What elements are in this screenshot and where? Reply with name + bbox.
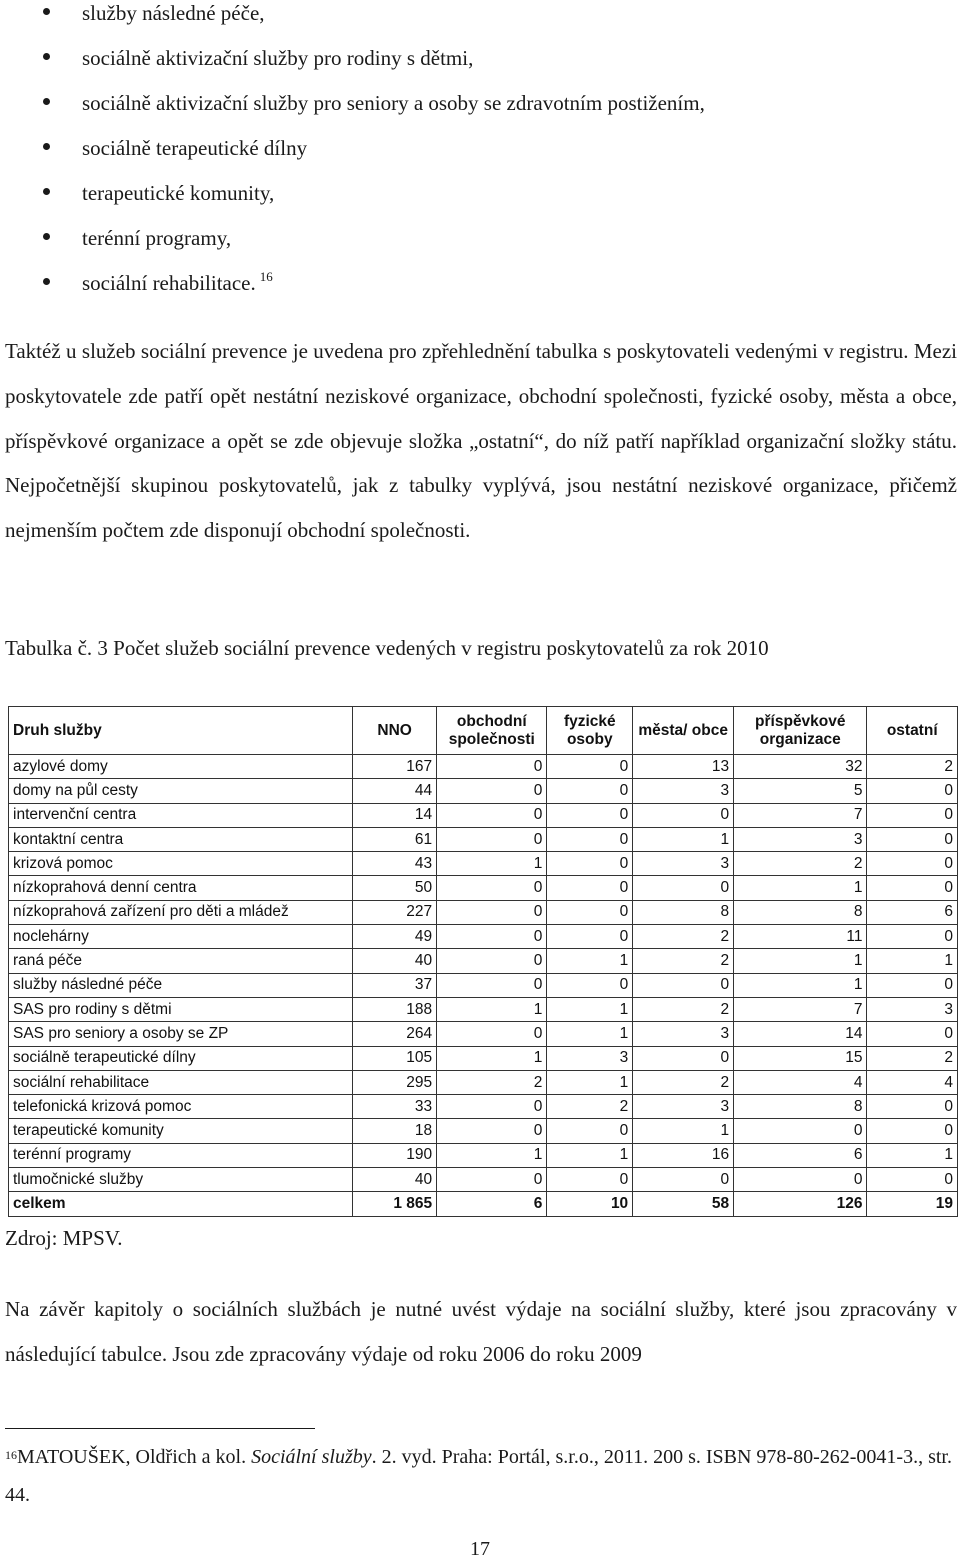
col-header-municipalities: města/ obce xyxy=(633,707,734,755)
table-cell-other: 0 xyxy=(867,827,958,851)
table-cell-contributory: 11 xyxy=(734,925,867,949)
table-cell-nno: 50 xyxy=(353,876,437,900)
table-cell-other: 1 xyxy=(867,1143,958,1167)
footnote-title: Sociální služby xyxy=(251,1446,372,1468)
table-cell-companies: 6 xyxy=(437,1192,547,1216)
table-cell-other: 4 xyxy=(867,1070,958,1094)
table-row xyxy=(9,803,958,827)
table-cell-contributory: 2 xyxy=(734,852,867,876)
table-cell-nno: 33 xyxy=(353,1095,437,1119)
table-cell-nno: 295 xyxy=(353,1070,437,1094)
table-cell-contributory: 8 xyxy=(734,1095,867,1119)
table-row xyxy=(9,876,958,900)
table-row xyxy=(9,1143,958,1167)
table-cell-municipalities: 0 xyxy=(633,876,734,900)
table-cell-persons: 0 xyxy=(547,925,633,949)
table-cell-persons: 1 xyxy=(547,949,633,973)
table-cell-service: domy na půl cesty xyxy=(9,779,353,803)
table-cell-municipalities: 3 xyxy=(633,1095,734,1119)
table-cell-nno: 188 xyxy=(353,997,437,1021)
table-cell-service: SAS pro rodiny s dětmi xyxy=(9,997,353,1021)
table-cell-service: noclehárny xyxy=(9,925,353,949)
table-cell-nno: 167 xyxy=(353,755,437,779)
bullet-dot xyxy=(43,53,50,60)
table-cell-service: tlumočnické služby xyxy=(9,1168,353,1192)
footnote-divider xyxy=(5,1428,315,1429)
list-item: terapeutické komunity, xyxy=(0,180,960,225)
table-cell-other: 0 xyxy=(867,1095,958,1119)
table-cell-other: 3 xyxy=(867,997,958,1021)
body-paragraph-2: Na závěr kapitoly o sociálních službách je nutné uvést výdaje na sociální služby, které jsou zpracovány v následující tabulce. Jsou zde zpracovány výdaje od roku 2006 do roku 2009 xyxy=(5,1297,957,1366)
table-cell-contributory: 5 xyxy=(734,779,867,803)
list-item: sociální rehabilitace. $^{16}$ xyxy=(0,270,960,315)
table-cell-service: terapeutické komunity xyxy=(9,1119,353,1143)
table-cell-persons: 0 xyxy=(547,973,633,997)
table-row xyxy=(9,1095,958,1119)
table-row xyxy=(9,1022,958,1046)
table-cell-persons: 1 xyxy=(547,1143,633,1167)
table-cell-municipalities: 58 xyxy=(633,1192,734,1216)
table-cell-municipalities: 8 xyxy=(633,900,734,924)
table-cell-municipalities: 3 xyxy=(633,779,734,803)
services-table xyxy=(8,706,958,1217)
table-cell-municipalities: 3 xyxy=(633,852,734,876)
body-paragraph-1: Taktéž u služeb sociální prevence je uvedena pro zpřehlednění tabulka s poskytovateli vedenými v registru. Mezi poskytovatele zde patří opět nestátní neziskové organizace, obchodní společnosti, fyzické osoby, města a obce, příspěvkové organizace a opět se zde objevuje složka „ostatní“, do níž patří například organizační složky státu. Nejpočetnější skupinou poskytovatelů, jak z tabulky vyplývá, jsou nestátní neziskové organizace, přičemž nejmenším počtem zde disponují obchodní společnosti. xyxy=(5,339,957,543)
table-cell-service: sociálně terapeutické dílny xyxy=(9,1046,353,1070)
table-cell-contributory: 0 xyxy=(734,1168,867,1192)
table-cell-contributory: 1 xyxy=(734,949,867,973)
table-cell-municipalities: 1 xyxy=(633,1119,734,1143)
bullet-dot xyxy=(43,233,50,240)
table-cell-municipalities: 1 xyxy=(633,827,734,851)
col-header-other: ostatní xyxy=(867,707,958,755)
table-cell-companies: 0 xyxy=(437,755,547,779)
table-cell-companies: 0 xyxy=(437,876,547,900)
table-cell-service: sociální rehabilitace xyxy=(9,1070,353,1094)
table-cell-other: 0 xyxy=(867,973,958,997)
table-cell-companies: 0 xyxy=(437,1022,547,1046)
table-cell-nno: 49 xyxy=(353,925,437,949)
table-cell-nno: 1 865 xyxy=(353,1192,437,1216)
table-cell-other: 0 xyxy=(867,925,958,949)
table-cell-contributory: 0 xyxy=(734,1119,867,1143)
table-cell-nno: 190 xyxy=(353,1143,437,1167)
table-cell-service: služby následné péče xyxy=(9,973,353,997)
table-row xyxy=(9,827,958,851)
table-cell-service: nízkoprahová zařízení pro děti a mládež xyxy=(9,900,353,924)
table-cell-municipalities: 0 xyxy=(633,973,734,997)
bullet-dot xyxy=(43,278,50,285)
table-cell-nno: 105 xyxy=(353,1046,437,1070)
table-cell-companies: 1 xyxy=(437,1143,547,1167)
table-cell-persons: 1 xyxy=(547,1022,633,1046)
table-cell-persons: 10 xyxy=(547,1192,633,1216)
table-cell-municipalities: 2 xyxy=(633,997,734,1021)
table-cell-companies: 2 xyxy=(437,1070,547,1094)
list-item: sociálně aktivizační služby pro seniory a osoby se zdravotním postižením, xyxy=(0,90,960,135)
table-cell-service: kontaktní centra xyxy=(9,827,353,851)
table-body xyxy=(9,755,958,1217)
table-cell-municipalities: 2 xyxy=(633,925,734,949)
table-cell-service: azylové domy xyxy=(9,755,353,779)
table-header-row xyxy=(9,707,958,755)
table-cell-service: nízkoprahová denní centra xyxy=(9,876,353,900)
bullet-dot xyxy=(43,98,50,105)
table-cell-companies: 0 xyxy=(437,900,547,924)
table-cell-contributory: 3 xyxy=(734,827,867,851)
table-cell-service: celkem xyxy=(9,1192,353,1216)
table-cell-municipalities: 13 xyxy=(633,755,734,779)
table-cell-companies: 0 xyxy=(437,779,547,803)
table-cell-contributory: 126 xyxy=(734,1192,867,1216)
list-item: služby následné péče, xyxy=(0,0,960,45)
table-cell-persons: 0 xyxy=(547,803,633,827)
table-row xyxy=(9,973,958,997)
table-cell-nno: 40 xyxy=(353,1168,437,1192)
table-cell-other: 6 xyxy=(867,900,958,924)
table-cell-other: 0 xyxy=(867,1168,958,1192)
table-row xyxy=(9,900,958,924)
table-cell-persons: 0 xyxy=(547,755,633,779)
table-cell-companies: 0 xyxy=(437,827,547,851)
table-cell-nno: 14 xyxy=(353,803,437,827)
table-cell-nno: 44 xyxy=(353,779,437,803)
col-header-companies: obchodní společnosti xyxy=(437,707,547,755)
table-cell-other: 1 xyxy=(867,949,958,973)
footnote-number: 16 xyxy=(5,1448,17,1462)
table-cell-other: 0 xyxy=(867,876,958,900)
table-cell-persons: 0 xyxy=(547,827,633,851)
table-cell-contributory: 6 xyxy=(734,1143,867,1167)
table-row xyxy=(9,1046,958,1070)
footnote-rest: . 2. vyd. Praha: Portál, s.r.o., 2011. 200 s. ISBN 978-80-262-0041-3., str. 44. xyxy=(5,1446,952,1506)
table-cell-persons: 0 xyxy=(547,1168,633,1192)
table-cell-companies: 1 xyxy=(437,852,547,876)
table-cell-contributory: 1 xyxy=(734,973,867,997)
table-cell-other: 0 xyxy=(867,1022,958,1046)
table-row xyxy=(9,852,958,876)
col-header-nno: NNO xyxy=(353,707,437,755)
list-item: sociálně aktivizační služby pro rodiny s dětmi, xyxy=(0,45,960,90)
table-cell-other: 2 xyxy=(867,755,958,779)
table-cell-contributory: 7 xyxy=(734,997,867,1021)
source-note: Zdroj: MPSV. xyxy=(5,1226,123,1250)
table-cell-contributory: 4 xyxy=(734,1070,867,1094)
table-cell-contributory: 32 xyxy=(734,755,867,779)
table-row xyxy=(9,925,958,949)
table-cell-companies: 1 xyxy=(437,997,547,1021)
table-cell-nno: 264 xyxy=(353,1022,437,1046)
bullet-list xyxy=(0,0,960,315)
table-cell-service: SAS pro seniory a osoby se ZP xyxy=(9,1022,353,1046)
table-row xyxy=(9,1119,958,1143)
table-cell-companies: 0 xyxy=(437,1168,547,1192)
table-cell-companies: 1 xyxy=(437,1046,547,1070)
table-cell-persons: 1 xyxy=(547,1070,633,1094)
page-number: 17 xyxy=(470,1538,490,1560)
table-cell-companies: 0 xyxy=(437,949,547,973)
table-cell-persons: 3 xyxy=(547,1046,633,1070)
table-cell-contributory: 15 xyxy=(734,1046,867,1070)
table-cell-municipalities: 0 xyxy=(633,1168,734,1192)
bullet-dot xyxy=(43,143,50,150)
table-cell-service: terénní programy xyxy=(9,1143,353,1167)
table-cell-other: 0 xyxy=(867,1119,958,1143)
table-cell-other: 19 xyxy=(867,1192,958,1216)
table-row xyxy=(9,779,958,803)
table-cell-persons: 2 xyxy=(547,1095,633,1119)
table-cell-municipalities: 0 xyxy=(633,803,734,827)
table-cell-service: krizová pomoc xyxy=(9,852,353,876)
table-cell-persons: 0 xyxy=(547,900,633,924)
table-cell-other: 0 xyxy=(867,779,958,803)
table-cell-municipalities: 2 xyxy=(633,949,734,973)
table-cell-other: 0 xyxy=(867,803,958,827)
table-cell-persons: 1 xyxy=(547,997,633,1021)
list-item: sociálně terapeutické dílny xyxy=(0,135,960,180)
table-cell-contributory: 8 xyxy=(734,900,867,924)
table-cell-other: 2 xyxy=(867,1046,958,1070)
table-cell-nno: 227 xyxy=(353,900,437,924)
table-caption: Tabulka č. 3 Počet služeb sociální prevence vedených v registru poskytovatelů za rok 2010 xyxy=(5,636,769,660)
col-header-service: Druh služby xyxy=(9,707,353,755)
footnote-ref[interactable]: 16 xyxy=(259,269,273,284)
table-cell-contributory: 7 xyxy=(734,803,867,827)
table-row xyxy=(9,755,958,779)
table-cell-municipalities: 2 xyxy=(633,1070,734,1094)
bullet-dot xyxy=(43,8,50,15)
table-cell-nno: 40 xyxy=(353,949,437,973)
table-cell-municipalities: 0 xyxy=(633,1046,734,1070)
footnote xyxy=(5,1438,955,1514)
table-cell-service: raná péče xyxy=(9,949,353,973)
table-cell-nno: 18 xyxy=(353,1119,437,1143)
table-cell-contributory: 14 xyxy=(734,1022,867,1046)
footnote-author: MATOUŠEK, Oldřich a kol. xyxy=(17,1446,252,1468)
table-cell-service: intervenční centra xyxy=(9,803,353,827)
table-cell-municipalities: 3 xyxy=(633,1022,734,1046)
table-cell-nno: 37 xyxy=(353,973,437,997)
table-cell-companies: 0 xyxy=(437,803,547,827)
table-cell-persons: 0 xyxy=(547,876,633,900)
table-cell-companies: 0 xyxy=(437,925,547,949)
table-cell-persons: 0 xyxy=(547,779,633,803)
table-row xyxy=(9,949,958,973)
table-cell-municipalities: 16 xyxy=(633,1143,734,1167)
table-cell-nno: 43 xyxy=(353,852,437,876)
col-header-persons: fyzické osoby xyxy=(547,707,633,755)
table-cell-contributory: 1 xyxy=(734,876,867,900)
table-total-row xyxy=(9,1192,958,1216)
table-row xyxy=(9,997,958,1021)
list-item: terénní programy, xyxy=(0,225,960,270)
table-row xyxy=(9,1168,958,1192)
table-cell-persons: 0 xyxy=(547,852,633,876)
table-cell-nno: 61 xyxy=(353,827,437,851)
table-row xyxy=(9,1070,958,1094)
table-cell-other: 0 xyxy=(867,852,958,876)
bullet-dot xyxy=(43,188,50,195)
col-header-contributory: příspěvkové organizace xyxy=(734,707,867,755)
table-cell-companies: 0 xyxy=(437,1095,547,1119)
table-cell-companies: 0 xyxy=(437,1119,547,1143)
table-cell-service: telefonická krizová pomoc xyxy=(9,1095,353,1119)
table-cell-persons: 0 xyxy=(547,1119,633,1143)
table-cell-companies: 0 xyxy=(437,973,547,997)
